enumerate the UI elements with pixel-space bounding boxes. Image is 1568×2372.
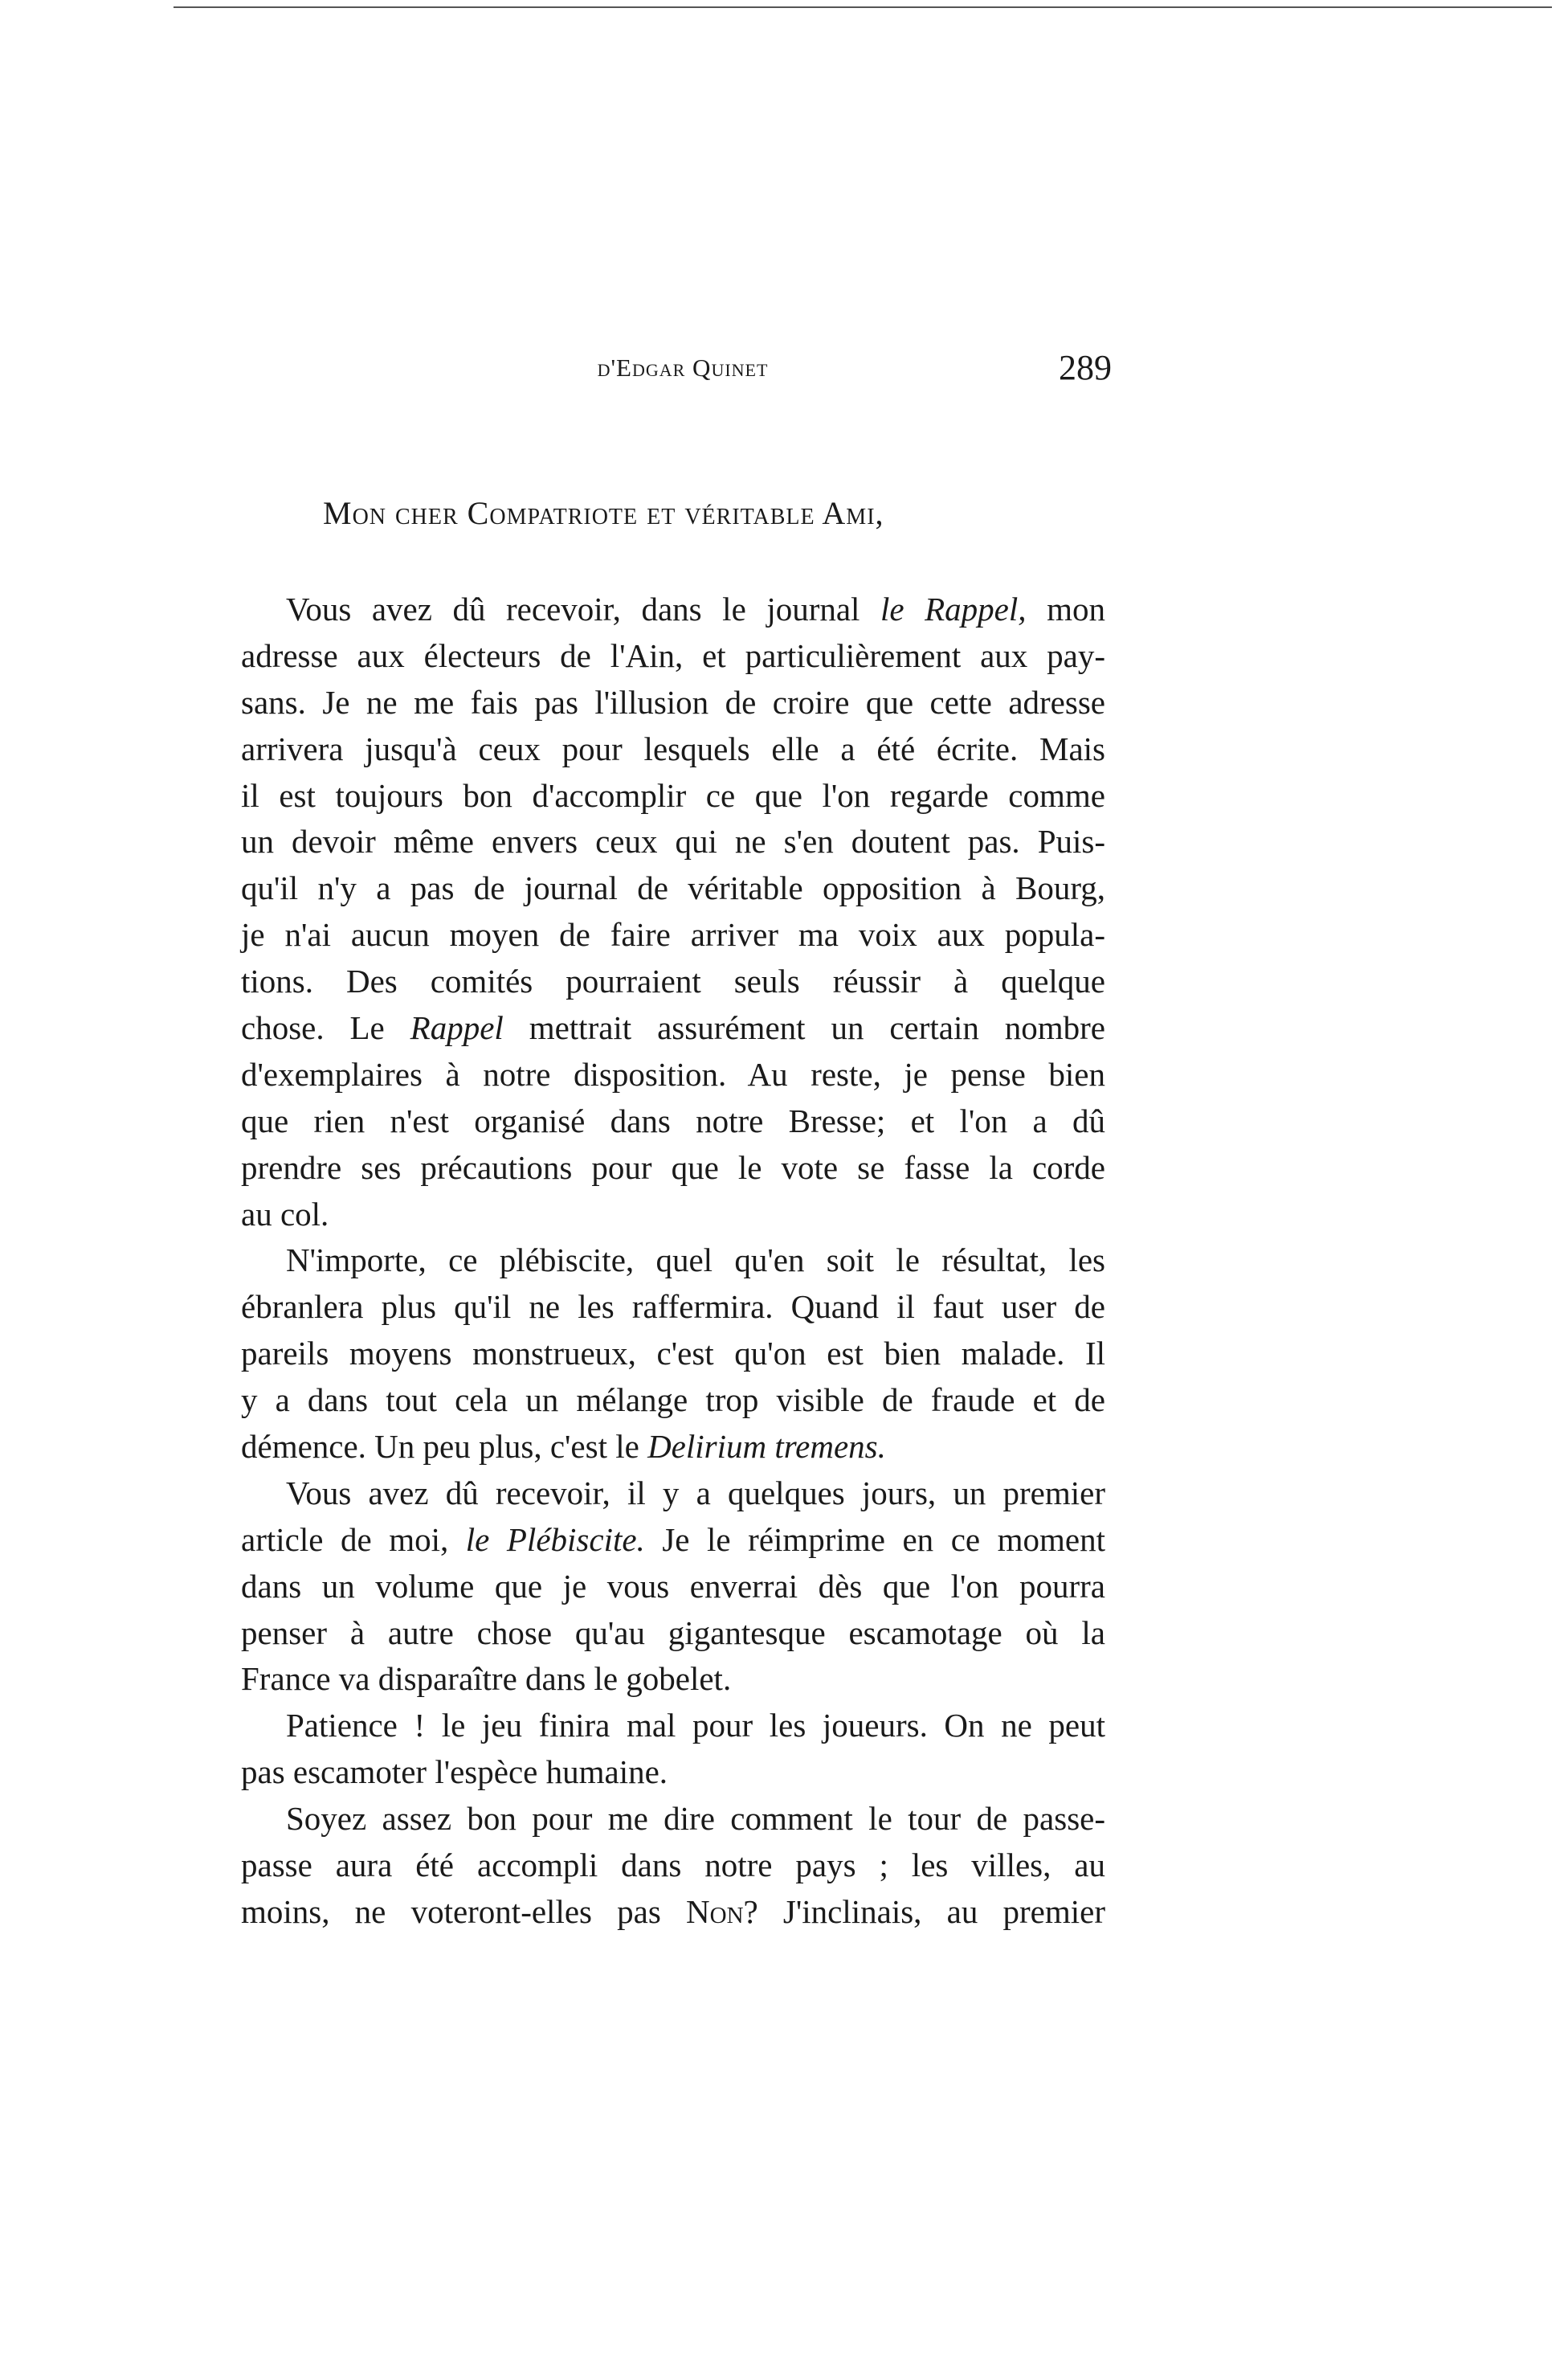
text-line: [241, 1237, 1105, 1284]
text-segment: article de moi,: [241, 1520, 466, 1558]
text-segment: penser à autre chose qu'au gigantesque escamotage où la: [241, 1613, 1105, 1651]
text-line: [241, 1424, 1105, 1470]
text-segment: tions. Des comités pourraient seuls réussir à quelque: [241, 963, 1105, 1000]
text-segment: y a dans tout cela un mélange trop visible de fraude et de: [241, 1381, 1105, 1419]
text-line: [241, 1052, 1105, 1098]
text-line: [241, 912, 1105, 959]
body-text: [241, 587, 1105, 1936]
text-segment: dans un volume que je vous enverrai dès que l'on pourra: [241, 1567, 1105, 1605]
text-line: [241, 1656, 1105, 1703]
text-segment: un devoir même envers ceux qui ne s'en doutent pas. Puis-: [241, 823, 1105, 861]
text-segment: passe aura été accompli dans notre pays ; les villes, au: [241, 1846, 1105, 1884]
text-segment: Vous avez dû recevoir, dans le journal: [286, 591, 880, 628]
text-segment: Vous avez dû recevoir, il y a quelques jours, un premier: [286, 1474, 1105, 1511]
italic-text: le Rappel,: [880, 591, 1027, 628]
text-segment: que rien n'est organisé dans notre Bresse; et l'on a dû: [241, 1102, 1105, 1139]
running-head: d'Edgar Quinet: [597, 354, 769, 382]
text-line: [241, 773, 1105, 820]
text-segment: je n'ai aucun moyen de faire arriver ma voix aux popula-: [241, 916, 1105, 954]
salutation: Mon cher Compatriote et véritable Ami,: [323, 495, 884, 531]
text-segment: pas escamoter l'espèce humaine.: [241, 1753, 668, 1791]
text-line: [241, 1005, 1105, 1052]
text-segment: mettrait assurément un certain nombre: [503, 1009, 1106, 1047]
text-line: [241, 1610, 1105, 1657]
text-line: [241, 1284, 1105, 1331]
small-caps-text: Non: [686, 1892, 744, 1930]
text-line: [241, 1749, 1105, 1796]
text-segment: sans. Je ne me fais pas l'illusion de croire que cette adresse: [241, 683, 1105, 721]
text-segment: qu'il n'y a pas de journal de véritable opposition à Bourg,: [241, 869, 1105, 907]
text-line: [241, 819, 1105, 865]
italic-text: Rappel: [410, 1009, 504, 1047]
text-line: [241, 1377, 1105, 1424]
text-line: [241, 959, 1105, 1005]
text-line: [241, 726, 1105, 773]
text-line: [241, 1889, 1105, 1936]
text-segment: au col.: [241, 1195, 329, 1233]
text-line: [241, 1192, 1105, 1238]
text-line: [241, 1796, 1105, 1842]
text-segment: mon: [1026, 591, 1105, 628]
text-line: [241, 587, 1105, 633]
text-segment: France va disparaître dans le gobelet.: [241, 1660, 732, 1698]
text-segment: arrivera jusqu'à ceux pour lesquels elle a été écrite. Mais: [241, 730, 1105, 767]
text-line: [241, 1098, 1105, 1145]
text-segment: ? J'inclinais, au premier: [743, 1892, 1105, 1930]
text-line: [241, 865, 1105, 912]
italic-text: le Plébiscite.: [465, 1520, 645, 1558]
text-segment: ébranlera plus qu'il ne les raffermira. Quand il faut user de: [241, 1288, 1105, 1326]
text-line: [241, 1703, 1105, 1749]
text-segment: prendre ses précautions pour que le vote se fasse la corde: [241, 1148, 1105, 1186]
text-segment: Soyez assez bon pour me dire comment le tour de passe-: [286, 1800, 1105, 1838]
text-segment: chose. Le: [241, 1009, 410, 1047]
text-segment: Patience ! le jeu finira mal pour les joueurs. On ne peut: [286, 1707, 1105, 1744]
text-segment: démence. Un peu plus, c'est le: [241, 1428, 648, 1466]
text-segment: moins, ne voteront-elles pas: [241, 1892, 687, 1930]
text-line: [241, 1145, 1105, 1192]
text-segment: N'importe, ce plébiscite, quel qu'en soit le résultat, les: [286, 1241, 1105, 1279]
text-segment: il est toujours bon d'accomplir ce que l'on regarde comme: [241, 776, 1105, 814]
text-segment: adresse aux électeurs de l'Ain, et particulièrement aux pay-: [241, 636, 1105, 674]
text-line: [241, 1331, 1105, 1377]
text-line: [241, 1517, 1105, 1564]
text-segment: d'exemplaires à notre disposition. Au reste, je pense bien: [241, 1055, 1105, 1093]
top-rule: [174, 6, 1552, 8]
text-line: [241, 1842, 1105, 1889]
text-line: [241, 1470, 1105, 1517]
text-line: [241, 1564, 1105, 1610]
text-segment: Je le réimprime en ce moment: [644, 1520, 1106, 1558]
text-line: [241, 680, 1105, 726]
text-segment: pareils moyens monstrueux, c'est qu'on est bien malade. Il: [241, 1335, 1105, 1372]
italic-text: Delirium tremens.: [647, 1428, 886, 1466]
page-number: 289: [1059, 348, 1112, 387]
text-line: [241, 633, 1105, 680]
